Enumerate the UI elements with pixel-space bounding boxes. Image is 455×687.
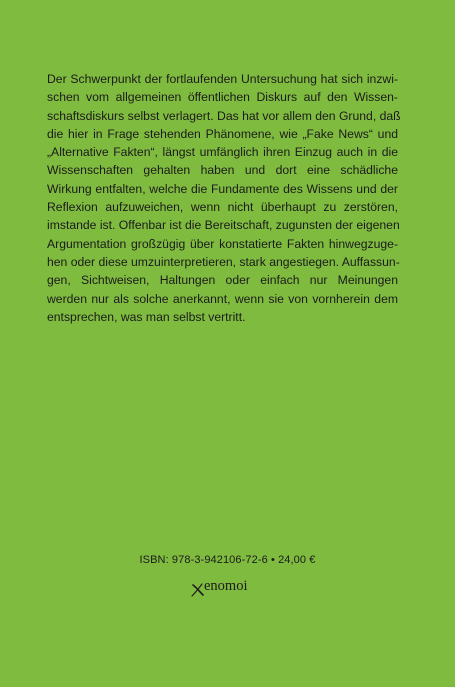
blurb-line: schen vom allgemeinen öffentlichen Diskurs auf den Wissen- bbox=[47, 90, 398, 105]
blurb-line: Reflexion aufzuweichen, wenn nicht überhaupt zu zerstören, bbox=[47, 200, 398, 215]
blurb-line: hen oder diese umzuinterpretieren, stark angestiegen. Auffassun- bbox=[47, 254, 400, 269]
publisher-name: enomoi bbox=[204, 578, 248, 594]
blurb-line: werden nur als solche anerkannt, wenn sie von vornherein dem bbox=[47, 291, 398, 306]
publisher-logo bbox=[191, 578, 248, 595]
blurb-line: die hier in Frage stehenden Phänomene, wie „Fake News“ und bbox=[47, 126, 398, 141]
blurb-line: gen, Sichtweisen, Haltungen oder einfach nur Meinungen bbox=[47, 273, 398, 288]
blurb-line: Der Schwerpunkt der fortlaufenden Untersuchung hat sich inzwi- bbox=[47, 72, 398, 86]
blurb-line: schaftsdiskurs selbst verlagert. Das hat vor allem den Grund, daß bbox=[47, 108, 401, 123]
blurb-line: imstande ist. Offenbar ist die Bereitschaft, zugunsten der eigenen bbox=[47, 218, 400, 233]
isbn-price: ISBN: 978-3-942106-72-6 • 24,00 € bbox=[139, 554, 316, 566]
blurb-line: entsprechen, was man selbst vertritt. bbox=[47, 309, 246, 324]
stylized-x-icon bbox=[191, 581, 205, 597]
blurb-line: Argumentation großzügig über konstatierte Fakten hinwegzuge- bbox=[47, 236, 398, 251]
blurb-text bbox=[47, 70, 401, 326]
blurb-line: „Alternative Fakten“, längst umfänglich ihren Einzug auch in die bbox=[47, 145, 398, 160]
blurb-line: Wissenschaften gehalten haben und dort eine schädliche bbox=[47, 163, 398, 178]
blurb-line: Wirkung entfalten, welche die Fundamente des Wissens und der bbox=[47, 181, 398, 196]
